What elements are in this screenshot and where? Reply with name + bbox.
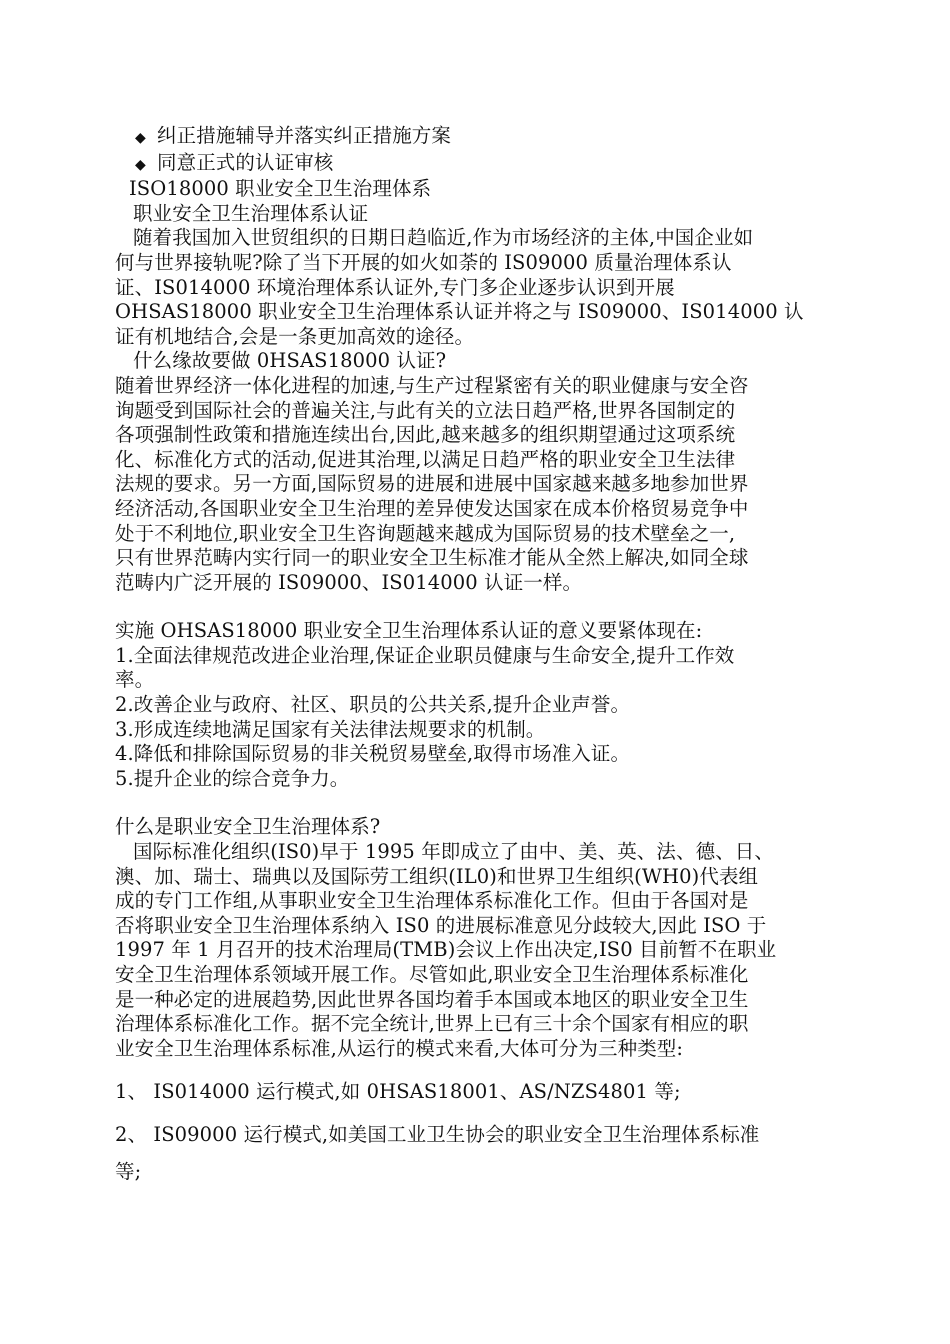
text-line: 澳、加、瑞士、瑞典以及国际劳工组织(IL0)和世界卫生组织(WH0)代表组 [115, 864, 759, 888]
text-line: 各项强制性政策和措施连续出台,因此,越来越多的组织期望通过这项系统 [115, 423, 736, 447]
list-item: 率。 [115, 668, 155, 692]
text-line: 国际标准化组织(IS0)早于 1995 年即成立了由中、美、英、法、德、日、 [133, 840, 775, 864]
bullet-list [115, 124, 840, 177]
significance-list [115, 644, 840, 792]
answer-paragraph [115, 840, 840, 1061]
text-line: 询题受到国际社会的普遍关注,与此有关的立法日趋严格,世界各国制定的 [115, 398, 736, 422]
text-line: 否将职业安全卫生治理体系纳入 IS0 的进展标准意见分歧较大,因此 ISO 于 [115, 913, 767, 937]
diamond-bullet-icon: ◆ [135, 130, 146, 146]
answer-paragraph [115, 374, 840, 595]
text-line: 何与世界接轨呢?除了当下开展的如火如荼的 IS09000 质量治理体系认 [115, 250, 732, 274]
text-line: 安全卫生治理体系领域开展工作。尽管如此,职业安全卫生治理体系标准化 [115, 963, 749, 986]
text-line: 证有机地结合,会是一条更加高效的途径。 [115, 324, 475, 348]
list-item: 4.降低和排除国际贸易的非关税贸易壁垒,取得市场准入证。 [115, 742, 631, 766]
text-line: 治理体系标准化工作。据不完全统计,世界上已有三十余个国家有相应的职 [115, 1012, 749, 1036]
question-heading: 什么缘故要做 0HSAS18000 认证? [133, 349, 447, 373]
text-line: 法规的要求。另一方面,国际贸易的进展和进展中国家越来越多地参加世界 [115, 472, 749, 496]
text-line: 业安全卫生治理体系标准,从运行的模式来看,大体可分为三种类型: [115, 1036, 684, 1060]
text-line: 范畴内广泛开展的 IS09000、IS014000 认证一样。 [115, 570, 583, 594]
intro-paragraph [115, 226, 840, 349]
text-line: 化、标准化方式的活动,促进其治理,以满足日趋严格的职业安全卫生法律 [115, 447, 736, 471]
subsection-heading: 职业安全卫生治理体系认证 [133, 201, 369, 225]
list-item: 1、 IS014000 运行模式,如 0HSAS18001、AS/NZS4801 等; [115, 1080, 681, 1104]
spacer [115, 595, 840, 619]
text-line: 随着我国加入世贸组织的日期日趋临近,作为市场经济的主体,中国企业如 [133, 226, 754, 250]
spacer [115, 791, 840, 815]
diamond-bullet-icon: ◆ [135, 156, 146, 173]
types-list [115, 1073, 840, 1190]
text-line: OHSAS18000 职业安全卫生治理体系认证并将之与 IS09000、IS014000 认 [115, 300, 804, 324]
section-heading: ISO18000 职业安全卫生治理体系 [129, 177, 432, 201]
text-line: 证、IS014000 环境治理体系认证外,专门多企业逐步认识到开展 [115, 275, 675, 299]
text-line: 1997 年 1 月召开的技术治理局(TMB)会议上作出决定,IS0 目前暂不在职业 [115, 938, 777, 962]
list-item: 1.全面法律规范改进企业治理,保证企业职员健康与生命安全,提升工作效 [115, 643, 735, 667]
text-line: 经济活动,各国职业安全卫生治理的差异使发达国家在成本价格贸易竞争中 [115, 496, 749, 520]
text-line: 只有世界范畴内实行同一的职业安全卫生标准才能从全然上解决,如同全球 [115, 546, 749, 570]
text-line: 随着世界经济一体化进程的加速,与生产过程紧密有关的职业健康与安全咨 [115, 373, 749, 397]
bullet-item: ◆ 纠正措施辅导并落实纠正措施方案 [115, 124, 840, 151]
text-line: 成的专门工作组,从事职业安全卫生治理体系标准化工作。但由于各国对是 [115, 889, 749, 913]
significance-heading: 实施 OHSAS18000 职业安全卫生治理体系认证的意义要紧体现在: [115, 619, 703, 643]
bullet-item: ◆ 同意正式的认证审核 [115, 151, 840, 178]
list-item: 2.改善企业与政府、社区、职员的公共关系,提升企业声誉。 [115, 693, 631, 717]
list-item: 2、 IS09000 运行模式,如美国工业卫生协会的职业安全卫生治理体系标准 [115, 1123, 760, 1147]
list-item: 5.提升企业的综合竞争力。 [115, 766, 350, 790]
document-body [115, 124, 840, 1190]
question-heading: 什么是职业安全卫生治理体系? [115, 815, 381, 839]
list-item: 3.形成连续地满足国家有关法律法规要求的机制。 [115, 717, 546, 741]
text-line: 是一种必定的进展趋势,因此世界各国均着手本国或本地区的职业安全卫生 [115, 987, 749, 1011]
text-line: 处于不利地位,职业安全卫生咨询题越来越成为国际贸易的技术壁垒之一, [115, 521, 736, 545]
list-item: 等; [115, 1160, 142, 1184]
